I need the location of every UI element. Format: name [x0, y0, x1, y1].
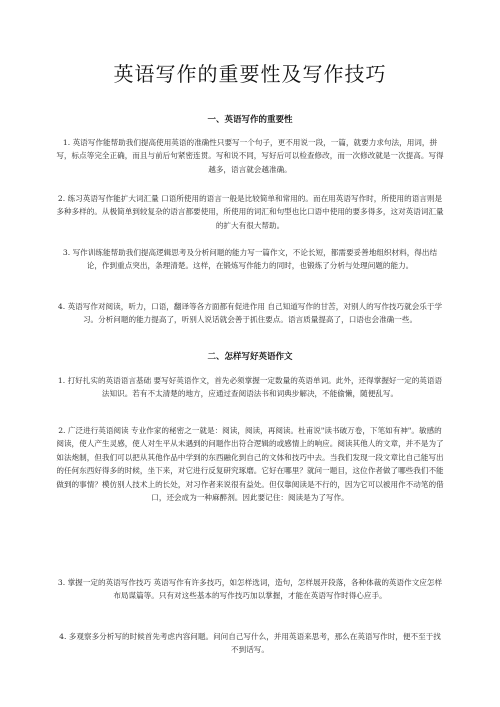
paragraph: 1. 英语写作能帮助我们提高使用英语的准确性只要写一个句子，更不用说一段，一篇，就要力求句法，用词，拼写，标点等完全正确，而且与前后句紧密连贯。写和说不同，写好后可以检查修改，而一次修改就是一次提高。写得越多，语言就会越准确。: [56, 138, 444, 174]
paragraph: 3. 写作训练能帮助我们提高逻辑思考及分析问题的能力写一篇作文，不论长短，都需要妥善地组织材料，得出结论，作到重点突出，条理清楚。这样，在锻炼写作能力的同时，也锻炼了分析与处理问题的能力。: [62, 248, 438, 271]
paragraph: 4. 英语写作对阅读，听力，口语，翻译等各方面都有促进作用 自己知道写作的甘苦，对别人的写作技巧就会乐于学习。分析问题的能力提高了，听别人说话就会善于抓住要点。语言质量提高了，口语也会准确一些。: [57, 302, 443, 325]
paragraph: 2. 广泛进行英语阅读 专业作家的秘密之一就是：阅读，阅读，再阅读。杜甫说"读书破万卷，下笔如有神"。敏感的阅读，使人产生灵感，使人对生平从未遇到的问题作出符合逻辑的或感情上的响应。阅读其他人的文章，并不是为了如法炮制，但我们可以把从其他作品中学到的东西融化到自己的文体和技巧中去。当我们发现一段文章比自己能写出的任何东西好得多的时候，坐下来，对它进行反复研究琢磨。它好在哪里？就问一题目，这位作者做了哪些我们不能做到的事情？模仿别人技术上的长处，对习作者来说很有益处。但仅靠阅读是不行的，因为它可以被用作不动笔的借口，还会成为一种麻醉剂。因此要记住：阅读是为了写作。: [56, 426, 444, 503]
paragraph: 3. 掌握一定的英语写作技巧 英语写作有许多技巧，如怎样选词，造句，怎样展开段落，各种体裁的英语作文应怎样布局谋篇等。只有对这些基本的写作技巧加以掌握，才能在英语写作时得心应手。: [57, 578, 443, 601]
document-title: 英语写作的重要性及写作技巧: [113, 62, 387, 86]
section-heading-how-to-write: 二、怎样写好英语作文: [207, 352, 293, 362]
paragraph: 1. 打好扎实的英语语言基础 要写好英语作文，首先必须掌握一定数量的英语单词。此外，还得掌握好一定的英语语法知识。若有不太清楚的地方，应通过查阅语法书和词典步解决，不能偷懒，随便乱写。: [57, 376, 443, 399]
paragraph: 2. 练习英语写作能扩大词汇量 口语所使用的语言一般是比较简单和常用的。而在用英语写作时，所使用的语言则是多种多样的。从极简单到较复杂的语言都要使用，所使用的词汇和句型也比口语中使用的要多得多，这对英语词汇量的扩大有很大帮助。: [56, 194, 444, 230]
paragraph: 4. 多观察多分析写的时候首先考虑内容问题。问问自己写什么，并用英语来思考，那么在英语写作时，便不至于找不到话写。: [59, 632, 441, 655]
section-heading-importance: 一、英语写作的重要性: [207, 115, 293, 125]
